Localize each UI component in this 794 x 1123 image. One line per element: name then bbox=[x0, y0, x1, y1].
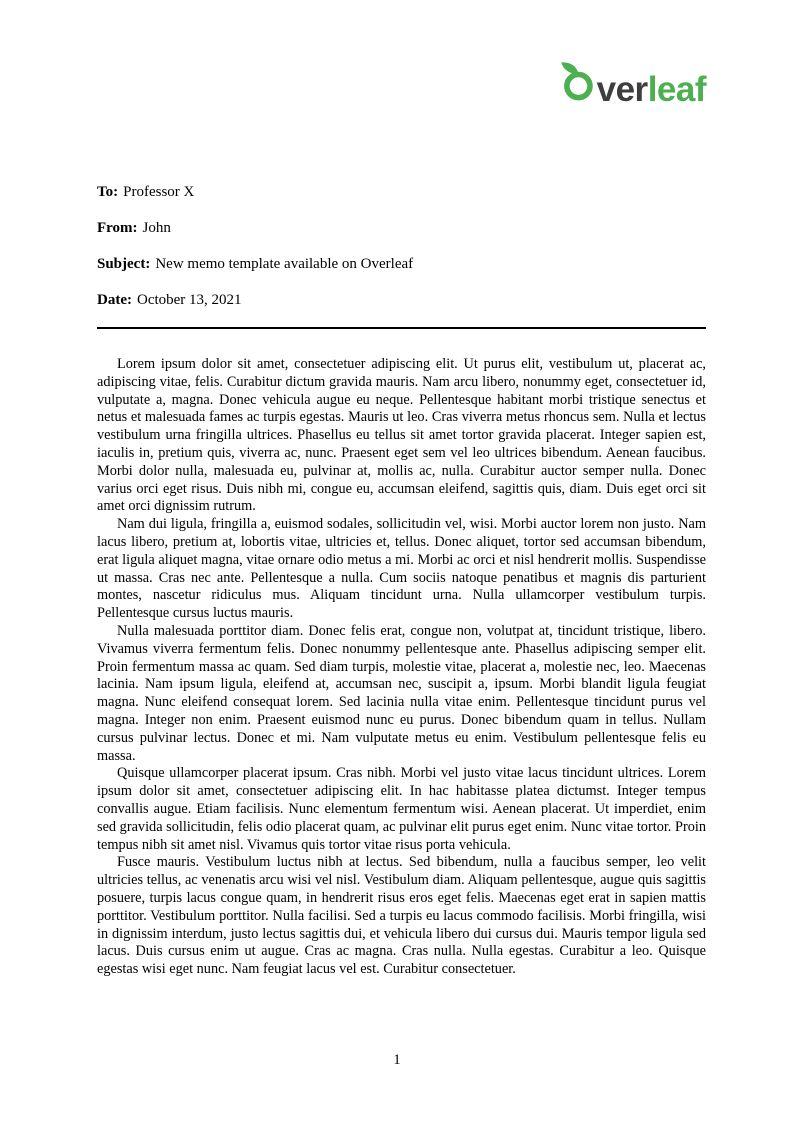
logo-text-leaf: leaf bbox=[647, 70, 706, 109]
paragraph: Nulla malesuada porttitor diam. Donec felis erat, congue non, volutpat at, tincidunt tristique, libero. Vivamus viverra fermentum felis. Donec nonummy pellentesque ante. Phasellus adipiscing semper elit. Proin fermentum massa ac quam. Sed diam turpis, molestie vitae, placerat a, molestie nec, leo. Maecenas lacinia. Nam ipsum ligula, eleifend at, accumsan nec, suscipit a, ipsum. Morbi blandit ligula feugiat magna. Nunc eleifend consequat lorem. Sed lacinia nulla vitae enim. Pellentesque tincidunt purus vel magna. Integer non enim. Praesent euismod nunc eu purus. Donec bibendum quam in tellus. Nullam cursus pulvinar lectus. Donec et mi. Nam vulputate metus eu enim. Vestibulum pellentesque felis eu massa. bbox=[97, 622, 706, 764]
page-number: 1 bbox=[393, 1052, 401, 1068]
logo-text-ver: ver bbox=[596, 70, 648, 109]
overleaf-o-leaf-icon bbox=[559, 60, 597, 107]
paragraph: Quisque ullamcorper placerat ipsum. Cras nibh. Morbi vel justo vitae lacus tincidunt ultrices. Lorem ipsum dolor sit amet, consectetuer adipiscing elit. In hac habitasse platea dictumst. Integer tempus convallis augue. Etiam facilisis. Nunc elementum fermentum wisi. Aenean placerat. Ut imperdiet, enim sed gravida sollicitudin, felis odio placerat quam, ac pulvinar elit purus eget enim. Nunc vitae tortor. Proin tempus nibh sit amet nisl. Vivamus quis tortor vitae risus porta vehicula. bbox=[97, 765, 706, 853]
paragraph: Nam dui ligula, fringilla a, euismod sodales, sollicitudin vel, wisi. Morbi auctor lorem non justo. Nam lacus libero, pretium at, lobortis vitae, ultricies et, tellus. Donec aliquet, tortor sed accumsan bibendum, erat ligula aliquet magna, vitae ornare odio metus a mi. Morbi ac orci et nisl hendrerit mollis. Suspendisse ut massa. Cras nec ante. Pellentesque a nulla. Cum sociis natoque penatibus et magnis dis parturient montes, nascetur ridiculus mus. Aliquam tincidunt urna. Nulla ullamcorper vestibulum turpis. Pellentesque cursus luctus mauris. bbox=[97, 516, 706, 622]
memo-field-date-label: Date: bbox=[97, 292, 132, 308]
paragraph: Fusce mauris. Vestibulum luctus nibh at lectus. Sed bibendum, nulla a faucibus semper, leo velit ultricies tellus, ac venenatis arcu wisi vel nisl. Vestibulum diam. Aliquam pellentesque, augue quis sagittis posuere, turpis lacus congue quam, in hendrerit risus eros eget felis. Maecenas eget erat in sapien mattis porttitor. Vestibulum porttitor. Nulla facilisi. Sed a turpis eu lacus commodo facilisis. Morbi fringilla, wisi in dignissim interdum, justo lectus sagittis dui, et vehicula libero dui cursus dui. Mauris tempor ligula sed lacus. Duis cursus enim ut augue. Cras ac magna. Cras nulla. Nulla egestas. Curabitur a leo. Quisque egestas wisi eget nunc. Nam feugiat lacus vel est. Curabitur consectetuer. bbox=[97, 854, 706, 978]
memo-field-date bbox=[97, 291, 706, 310]
memo-field-from-value: John bbox=[142, 220, 171, 236]
memo-field-date-value: October 13, 2021 bbox=[136, 292, 242, 308]
memo-field-from bbox=[97, 219, 706, 238]
memo-body bbox=[97, 356, 706, 979]
memo-field-to bbox=[97, 183, 706, 202]
memo-field-subject-label: Subject: bbox=[97, 256, 151, 272]
memo-field-from-label: From: bbox=[97, 220, 138, 236]
overleaf-logo bbox=[559, 60, 706, 107]
memo-header bbox=[97, 183, 706, 310]
memo-field-to-label: To: bbox=[97, 184, 119, 200]
memo-content bbox=[97, 183, 706, 979]
memo-field-subject-value: New memo template available on Overleaf bbox=[155, 256, 414, 272]
memo-field-subject bbox=[97, 255, 706, 274]
paragraph: Lorem ipsum dolor sit amet, consectetuer adipiscing elit. Ut purus elit, vestibulum ut, placerat ac, adipiscing vitae, felis. Curabitur dictum gravida mauris. Nam arcu libero, nonummy eget, consectetuer id, vulputate a, magna. Donec vehicula augue eu neque. Pellentesque habitant morbi tristique senectus et netus et malesuada fames ac turpis egestas. Mauris ut leo. Cras viverra metus rhoncus sem. Nulla et lectus vestibulum urna fringilla ultrices. Phasellus eu tellus sit amet tortor gravida placerat. Integer sapien est, iaculis in, pretium quis, viverra ac, nunc. Praesent eget sem vel leo ultrices bibendum. Aenean faucibus. Morbi dolor nulla, malesuada eu, pulvinar at, mollis ac, nulla. Curabitur auctor semper nulla. Donec varius orci eget risus. Duis nibh mi, congue eu, accumsan eleifend, sagittis quis, diam. Duis eget orci sit amet orci dignissim rutrum. bbox=[97, 356, 706, 515]
memo-field-to-value: Professor X bbox=[123, 184, 195, 200]
header-divider bbox=[97, 327, 706, 329]
